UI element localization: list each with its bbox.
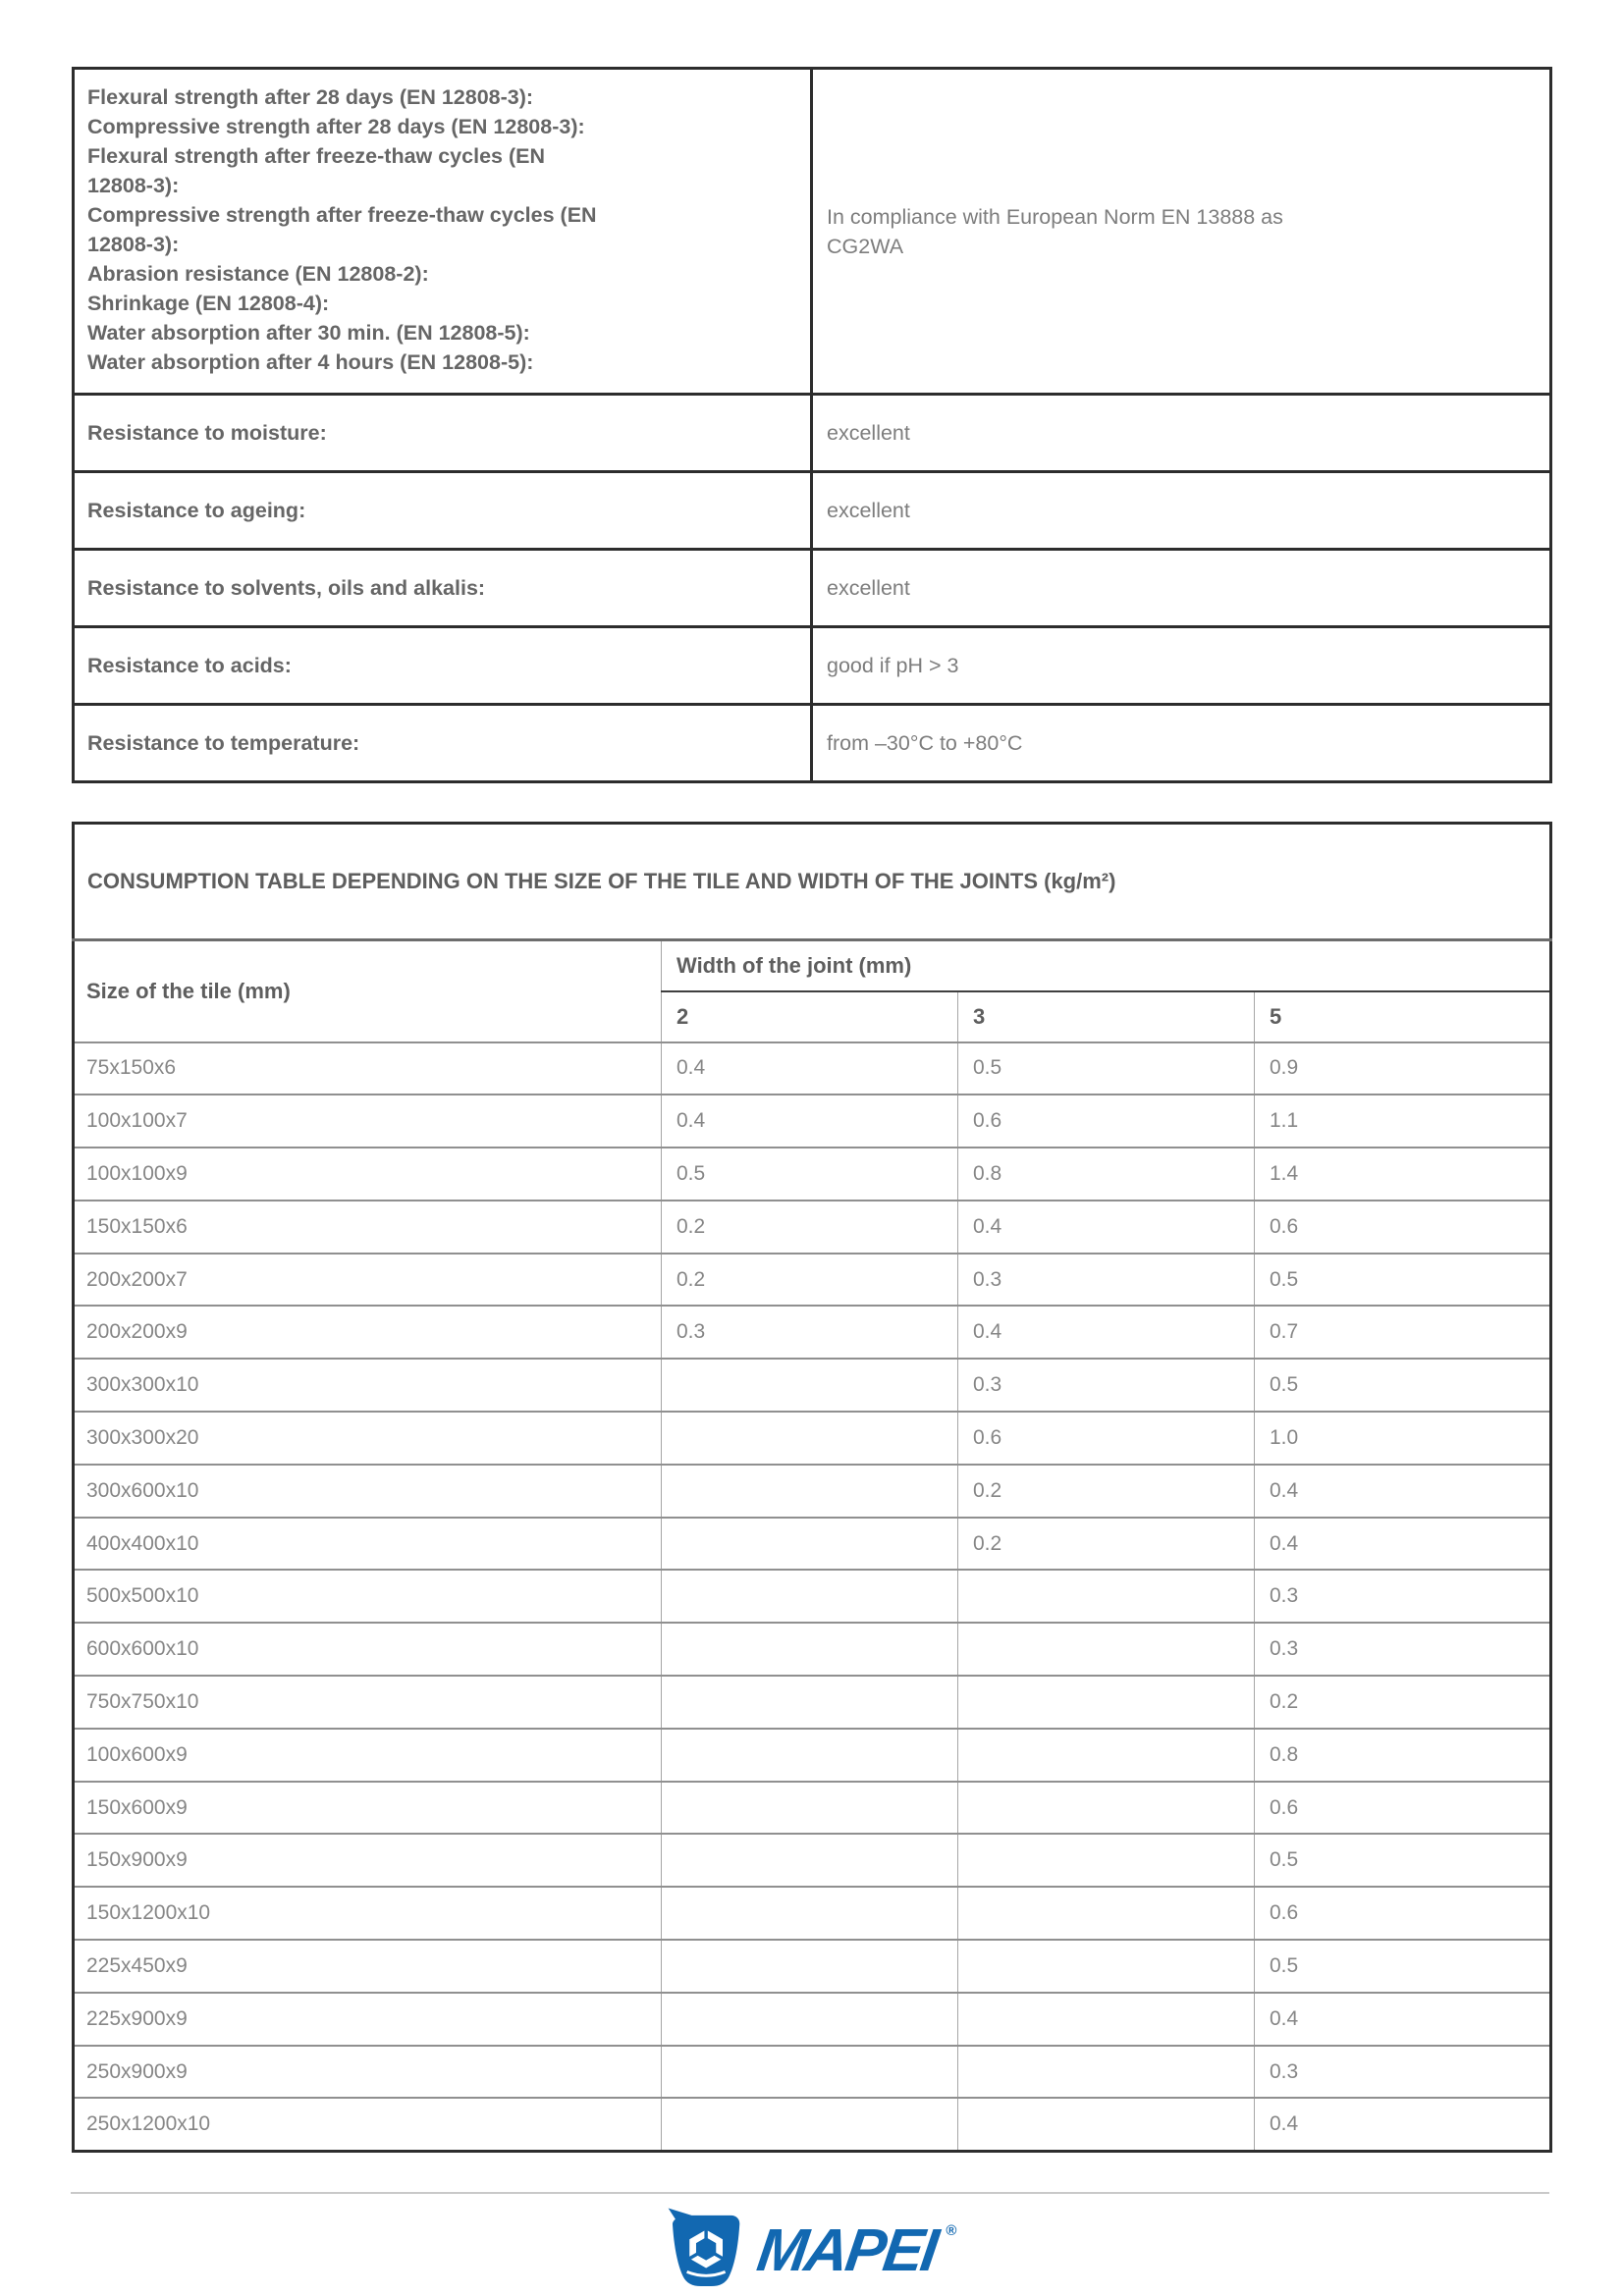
- value-cell: [958, 1834, 1255, 1887]
- value-cell: [662, 1887, 958, 1940]
- table-row: [74, 1465, 1551, 1518]
- mapei-logo: [667, 2209, 957, 2291]
- table-row: [74, 705, 1551, 782]
- table-row: [74, 1518, 1551, 1571]
- value-cell: [958, 1940, 1255, 1993]
- table-row: [74, 1940, 1551, 1993]
- value-cell: [662, 1834, 958, 1887]
- property-line: Compressive strength after freeze-thaw cycles (EN: [87, 203, 597, 227]
- tile-size-cell: 300x600x10: [74, 1465, 662, 1518]
- value-cell: [662, 1570, 958, 1623]
- property-value-cell: excellent: [812, 472, 1551, 550]
- tile-size-cell: 150x150x6: [74, 1201, 662, 1254]
- table-row: [74, 627, 1551, 705]
- value-cell: 0.6: [958, 1412, 1255, 1465]
- table-row: [74, 1993, 1551, 2046]
- table-row: [74, 1676, 1551, 1729]
- property-value-cell: from –30°C to +80°C: [812, 705, 1551, 782]
- property-label-cell: Resistance to temperature:: [74, 705, 812, 782]
- value-cell: [662, 1993, 958, 2046]
- column-header-joint-width: Width of the joint (mm): [662, 940, 1551, 991]
- value-cell: [958, 2046, 1255, 2099]
- value-cell: 0.3: [1255, 1570, 1551, 1623]
- value-cell: [662, 1623, 958, 1676]
- value-cell: 0.8: [958, 1148, 1255, 1201]
- value-cell: 0.4: [1255, 1993, 1551, 2046]
- value-cell: 0.2: [958, 1465, 1255, 1518]
- joint-width-header: 3: [958, 991, 1255, 1042]
- value-cell: 0.7: [1255, 1306, 1551, 1359]
- value-cell: [662, 2098, 958, 2151]
- value-cell: 0.6: [1255, 1887, 1551, 1940]
- tile-size-cell: 100x600x9: [74, 1729, 662, 1782]
- table-row: [74, 1095, 1551, 1148]
- property-label-cell: Resistance to solvents, oils and alkalis:: [74, 550, 812, 627]
- value-cell: 0.4: [1255, 1518, 1551, 1571]
- property-line: Shrinkage (EN 12808-4):: [87, 292, 330, 315]
- consumption-table: [72, 822, 1552, 2153]
- tile-size-cell: 100x100x7: [74, 1095, 662, 1148]
- value-cell: 1.4: [1255, 1148, 1551, 1201]
- value-cell: 0.5: [662, 1148, 958, 1201]
- value-cell: 1.0: [1255, 1412, 1551, 1465]
- table-header-row: [74, 940, 1551, 991]
- tile-size-cell: 400x400x10: [74, 1518, 662, 1571]
- table-row: [74, 1570, 1551, 1623]
- value-cell: 0.4: [958, 1201, 1255, 1254]
- value-cell: 0.3: [662, 1306, 958, 1359]
- tile-size-cell: 100x100x9: [74, 1148, 662, 1201]
- property-line: Flexural strength after 28 days (EN 12808-3):: [87, 85, 534, 109]
- value-cell: 0.6: [958, 1095, 1255, 1148]
- tile-size-cell: 225x450x9: [74, 1940, 662, 1993]
- value-cell: 0.6: [1255, 1201, 1551, 1254]
- table-row: [74, 550, 1551, 627]
- property-line: Water absorption after 30 min. (EN 12808-5):: [87, 321, 530, 345]
- property-value-cell: good if pH > 3: [812, 627, 1551, 705]
- table-row: [74, 2046, 1551, 2099]
- value-cell: [958, 1887, 1255, 1940]
- tile-size-cell: 150x600x9: [74, 1782, 662, 1835]
- mapei-wordmark: MAPEI: [752, 2216, 941, 2283]
- value-cell: [662, 1729, 958, 1782]
- compliance-line: CG2WA: [827, 234, 904, 258]
- value-cell: 0.5: [958, 1042, 1255, 1095]
- technical-properties-table: [72, 67, 1552, 783]
- value-cell: 0.2: [958, 1518, 1255, 1571]
- value-cell: [662, 1412, 958, 1465]
- value-cell: 0.4: [662, 1095, 958, 1148]
- table-row: [74, 472, 1551, 550]
- value-cell: 0.4: [662, 1042, 958, 1095]
- value-cell: 0.6: [1255, 1782, 1551, 1835]
- value-cell: 0.8: [1255, 1729, 1551, 1782]
- value-cell: 0.5: [1255, 1359, 1551, 1412]
- property-line: Compressive strength after 28 days (EN 12808-3):: [87, 115, 585, 138]
- value-cell: 0.3: [958, 1359, 1255, 1412]
- value-cell: 1.1: [1255, 1095, 1551, 1148]
- value-cell: 0.3: [958, 1254, 1255, 1307]
- table-row: [74, 1254, 1551, 1307]
- table-row: [74, 1729, 1551, 1782]
- value-cell: [662, 2046, 958, 2099]
- tile-size-cell: 225x900x9: [74, 1993, 662, 2046]
- tile-size-cell: 300x300x20: [74, 1412, 662, 1465]
- property-line: 12808-3):: [87, 174, 180, 197]
- value-cell: 0.3: [1255, 1623, 1551, 1676]
- value-cell: 0.2: [662, 1201, 958, 1254]
- property-value-cell: [812, 69, 1551, 395]
- tile-size-cell: 250x1200x10: [74, 2098, 662, 2151]
- property-line: Flexural strength after freeze-thaw cycles (EN: [87, 144, 545, 168]
- joint-width-header: 5: [1255, 991, 1551, 1042]
- tile-size-cell: 300x300x10: [74, 1359, 662, 1412]
- value-cell: [958, 1729, 1255, 1782]
- value-cell: [958, 1623, 1255, 1676]
- table-row: [74, 1834, 1551, 1887]
- tile-size-cell: 250x900x9: [74, 2046, 662, 2099]
- value-cell: [662, 1518, 958, 1571]
- table-row: [74, 69, 1551, 395]
- value-cell: 0.5: [1255, 1254, 1551, 1307]
- value-cell: 0.5: [1255, 1834, 1551, 1887]
- value-cell: [662, 1359, 958, 1412]
- joint-width-header: 2: [662, 991, 958, 1042]
- table-row: [74, 2098, 1551, 2151]
- value-cell: 0.9: [1255, 1042, 1551, 1095]
- tile-size-cell: 150x1200x10: [74, 1887, 662, 1940]
- value-cell: 0.4: [958, 1306, 1255, 1359]
- registered-trademark-icon: ®: [946, 2222, 957, 2239]
- table-row: [74, 824, 1551, 940]
- value-cell: 0.2: [1255, 1676, 1551, 1729]
- table-row: [74, 1412, 1551, 1465]
- mapei-bucket-icon: [667, 2207, 745, 2294]
- tile-size-cell: 200x200x7: [74, 1254, 662, 1307]
- property-line: Water absorption after 4 hours (EN 12808-5):: [87, 350, 534, 374]
- value-cell: 0.4: [1255, 2098, 1551, 2151]
- value-cell: 0.2: [662, 1254, 958, 1307]
- table-row: [74, 1201, 1551, 1254]
- footer-divider: [71, 2192, 1549, 2194]
- table-row: [74, 1887, 1551, 1940]
- consumption-table-title: CONSUMPTION TABLE DEPENDING ON THE SIZE OF THE TILE AND WIDTH OF THE JOINTS (kg/m²): [74, 824, 1551, 940]
- tile-size-cell: 150x900x9: [74, 1834, 662, 1887]
- value-cell: [958, 1993, 1255, 2046]
- tile-size-cell: 750x750x10: [74, 1676, 662, 1729]
- table-row: [74, 1782, 1551, 1835]
- property-value-cell: excellent: [812, 395, 1551, 472]
- value-cell: 0.3: [1255, 2046, 1551, 2099]
- property-label-cell: Resistance to ageing:: [74, 472, 812, 550]
- property-line: Abrasion resistance (EN 12808-2):: [87, 262, 429, 286]
- property-value-cell: excellent: [812, 550, 1551, 627]
- value-cell: 0.5: [1255, 1940, 1551, 1993]
- property-label-cell: Resistance to moisture:: [74, 395, 812, 472]
- property-label-cell: [74, 69, 812, 395]
- value-cell: [662, 1676, 958, 1729]
- table-row: [74, 1359, 1551, 1412]
- compliance-line: In compliance with European Norm EN 13888 as: [827, 204, 1283, 229]
- tile-size-cell: 600x600x10: [74, 1623, 662, 1676]
- table-row: [74, 1148, 1551, 1201]
- table-row: [74, 1623, 1551, 1676]
- value-cell: [958, 1782, 1255, 1835]
- tile-size-cell: 75x150x6: [74, 1042, 662, 1095]
- value-cell: [662, 1940, 958, 1993]
- value-cell: [958, 1570, 1255, 1623]
- table-row: [74, 395, 1551, 472]
- value-cell: 0.4: [1255, 1465, 1551, 1518]
- column-header-size: Size of the tile (mm): [74, 940, 662, 1042]
- tile-size-cell: 200x200x9: [74, 1306, 662, 1359]
- property-label-cell: Resistance to acids:: [74, 627, 812, 705]
- value-cell: [958, 1676, 1255, 1729]
- table-row: [74, 1042, 1551, 1095]
- table-row: [74, 1306, 1551, 1359]
- property-line: 12808-3):: [87, 233, 180, 256]
- tile-size-cell: 500x500x10: [74, 1570, 662, 1623]
- value-cell: [662, 1465, 958, 1518]
- value-cell: [958, 2098, 1255, 2151]
- value-cell: [662, 1782, 958, 1835]
